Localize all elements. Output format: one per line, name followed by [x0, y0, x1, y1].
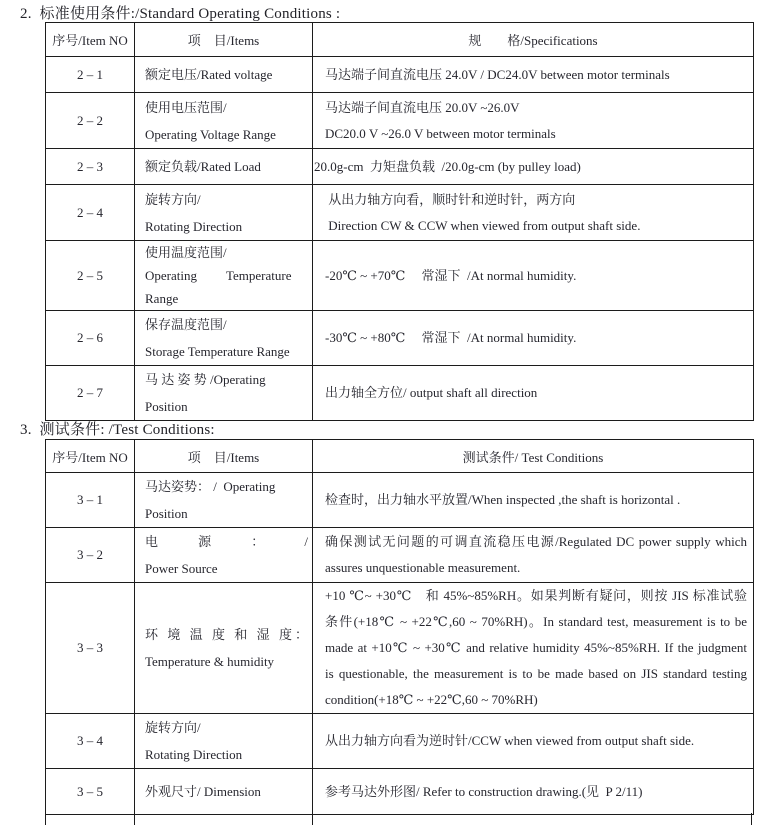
table-row: [46, 714, 754, 769]
items-cell: 额定负载/Rated Load: [135, 149, 313, 185]
table-row: [46, 311, 754, 366]
table-row: [46, 241, 754, 311]
spec-cell: 参考马达外形图/ Refer to construction drawing.(见 P 2/11): [313, 769, 754, 815]
items-cell: 外观尺寸/ Dimension: [135, 769, 313, 815]
table-row: [46, 473, 754, 528]
header-specifications: 规 格/Specifications: [313, 23, 754, 57]
test-conditions-table: [45, 439, 754, 815]
spec-cell: +10 ℃~ +30℃ 和 45%~85%RH。如果判断有疑问，则按 JIS 标准试验 条件(+18℃ ~ +22℃,60 ~ 70%RH)。In standard test, measurement is to be made at +10℃ ~ +30℃ and relative humidity 45%~85%RH. If the judgment is questionable, the measurement is to be made based on JIS standard testing condition(+18℃ ~ +22℃,60 ~ 70%RH): [313, 583, 754, 714]
next-row-cutoff: [45, 813, 753, 825]
spec-cell: 检查时，出力轴水平放置/When inspected ,the shaft is horizontal .: [313, 473, 754, 528]
items-cell: 环 境 温 度 和 湿 度： Temperature & humidity: [135, 583, 313, 714]
spec-cell: -20℃ ~ +70℃ 常湿下 /At normal humidity.: [313, 241, 754, 311]
table-row: [46, 366, 754, 421]
table-row: [46, 185, 754, 241]
item-no-cell: 2 – 4: [46, 185, 135, 241]
table-row: [46, 93, 754, 149]
item-no-cell: 2 – 5: [46, 241, 135, 311]
item-no-cell: 3 – 2: [46, 528, 135, 583]
spec-cell: 从出力轴方向看，顺时针和逆时针，两方向 Direction CW & CCW when viewed from output shaft side.: [313, 185, 754, 241]
items-cell: 额定电压/Rated voltage: [135, 57, 313, 93]
item-no-cell: 2 – 2: [46, 93, 135, 149]
item-no-cell: 2 – 6: [46, 311, 135, 366]
items-cell: 保存温度范围/ Storage Temperature Range: [135, 311, 313, 366]
header-test-conditions: 测试条件/ Test Conditions: [313, 440, 754, 473]
spec-cell: 确保测试无问题的可调直流稳压电源/Regulated DC power supply which assures unquestionable measurement.: [313, 528, 754, 583]
spec-cell: 出力轴全方位/ output shaft all direction: [313, 366, 754, 421]
table-row: [46, 583, 754, 714]
item-no-cell: 2 – 3: [46, 149, 135, 185]
spec-cell: 20.0g-cm 力矩盘负载 /20.0g-cm (by pulley load): [313, 149, 754, 185]
spec-cell: 马达端子间直流电压 20.0V ~26.0V DC20.0 V ~26.0 V between motor terminals: [313, 93, 754, 149]
header-items: 项 目/Items: [135, 23, 313, 57]
items-cell: 旋转方向/ Rotating Direction: [135, 185, 313, 241]
item-no-cell: 2 – 7: [46, 366, 135, 421]
header-items: 项 目/Items: [135, 440, 313, 473]
items-cell: 马达姿势： / Operating Position: [135, 473, 313, 528]
section-2-heading: 2. 标准使用条件:/Standard Operating Conditions :: [20, 6, 341, 22]
item-no-cell: 3 – 3: [46, 583, 135, 714]
table-header-row: [46, 440, 754, 473]
section-3-heading: 3. 测试条件: /Test Conditions:: [20, 422, 215, 438]
items-cell: 旋转方向/ Rotating Direction: [135, 714, 313, 769]
item-no-cell: 3 – 1: [46, 473, 135, 528]
header-item-no: 序号/Item NO: [46, 23, 135, 57]
standard-operating-conditions-table: [45, 22, 754, 421]
table-row: [46, 149, 754, 185]
items-cell: 使用温度范围/ Operating Temperature Range: [135, 241, 313, 311]
item-no-cell: 2 – 1: [46, 57, 135, 93]
table-header-row: [46, 23, 754, 57]
spec-cell: -30℃ ~ +80℃ 常湿下 /At normal humidity.: [313, 311, 754, 366]
spec-cell: 从出力轴方向看为逆时针/CCW when viewed from output shaft side.: [313, 714, 754, 769]
items-cell: 电源：/ Power Source: [135, 528, 313, 583]
table-row: [46, 769, 754, 815]
items-cell: 使用电压范围/ Operating Voltage Range: [135, 93, 313, 149]
item-no-cell: 3 – 4: [46, 714, 135, 769]
header-item-no: 序号/Item NO: [46, 440, 135, 473]
item-no-cell: 3 – 5: [46, 769, 135, 815]
items-cell: 马 达 姿 势 /Operating Position: [135, 366, 313, 421]
spec-cell: 马达端子间直流电压 24.0V / DC24.0V between motor terminals: [313, 57, 754, 93]
table-row: [46, 528, 754, 583]
table-row: [46, 57, 754, 93]
